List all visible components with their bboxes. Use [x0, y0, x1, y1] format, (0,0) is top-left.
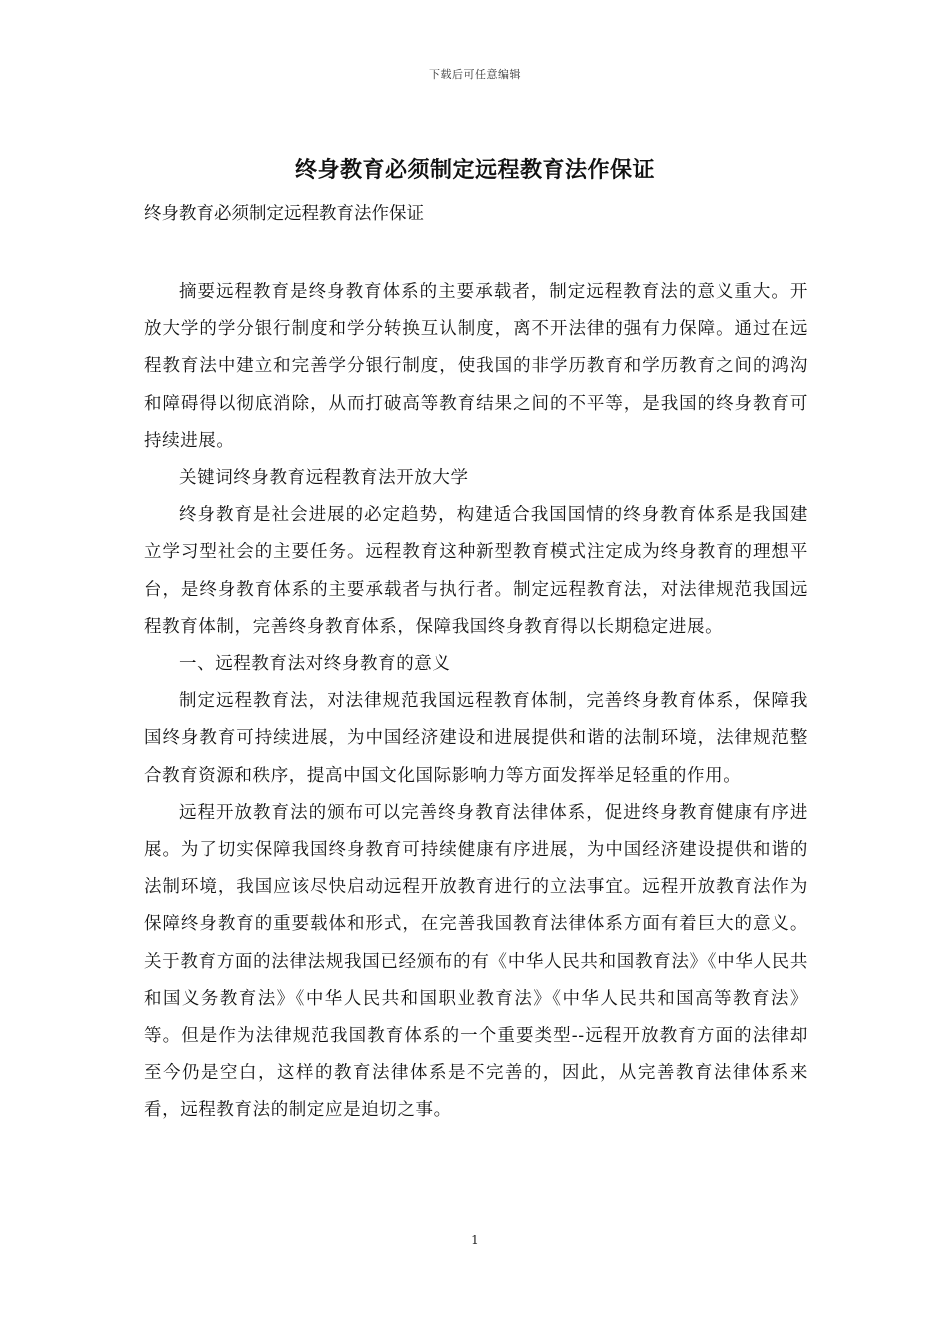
- document-body: [144, 274, 808, 1130]
- document-subtitle: 终身教育必须制定远程教育法作保证: [144, 204, 424, 224]
- intro-paragraph: 终身教育是社会进展的必定趋势，构建适合我国国情的终身教育体系是我国建立学习型社会的主要任务。远程教育这种新型教育模式注定成为终身教育的理想平台，是终身教育体系的主要承载者与执行者。制定远程教育法，对法律规范我国远程教育体制，完善终身教育体系，保障我国终身教育得以长期稳定进展。: [144, 505, 808, 637]
- keywords-paragraph: 关键词终身教育远程教育法开放大学: [179, 468, 469, 489]
- section-heading: 一、远程教育法对终身教育的意义: [179, 654, 451, 675]
- header-note: 下载后可任意编辑: [429, 68, 521, 81]
- body-paragraph: 远程开放教育法的颁布可以完善终身教育法律体系，促进终身教育健康有序进展。为了切实保障我国终身教育可持续健康有序进展，为中国经济建设提供和谐的法制环境，我国应该尽快启动远程开放教育进行的立法事宜。远程开放教育法作为保障终身教育的重要载体和形式，在完善我国教育法律体系方面有着巨大的意义。关于教育方面的法律法规我国已经颁布的有《中华人民共和国教育法》《中华人民共和国义务教育法》《中华人民共和国职业教育法》《中华人民共和国高等教育法》等。但是作为法律规范我国教育体系的一个重要类型--远程开放教育方面的法律却至今仍是空白，这样的教育法律体系是不完善的，因此，从完善教育法律体系来看，远程教育法的制定应是迫切之事。: [144, 802, 808, 1121]
- abstract-paragraph: 摘要远程教育是终身教育体系的主要承载者，制定远程教育法的意义重大。开放大学的学分银行制度和学分转换互认制度，离不开法律的强有力保障。通过在远程教育法中建立和完善学分银行制度，使我国的非学历教育和学历教育之间的鸿沟和障碍得以彻底消除，从而打破高等教育结果之间的不平等，是我国的终身教育可持续进展。: [144, 282, 808, 451]
- page-number: 1: [471, 1233, 479, 1247]
- document-title: 终身教育必须制定远程教育法作保证: [294, 157, 655, 183]
- body-paragraph: 制定远程教育法，对法律规范我国远程教育体制，完善终身教育体系，保障我国终身教育可持续进展，为中国经济建设和进展提供和谐的法制环境，法律规范整合教育资源和秩序，提高中国文化国际影响力等方面发挥举足轻重的作用。: [144, 691, 808, 786]
